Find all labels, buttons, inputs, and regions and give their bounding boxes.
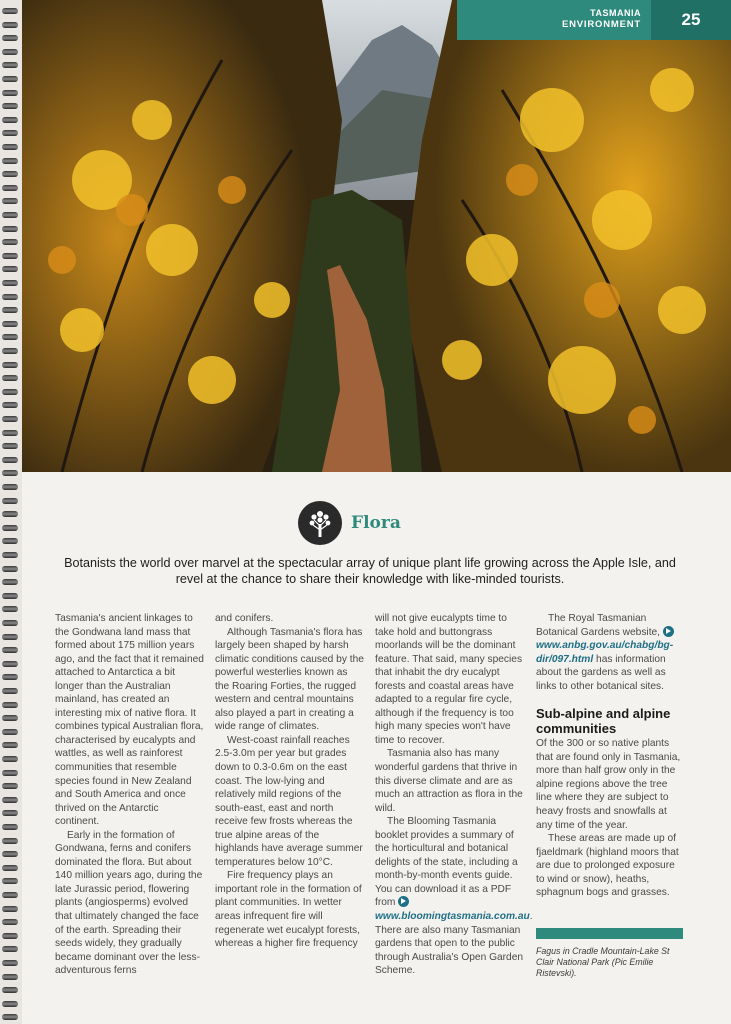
binding-ring bbox=[2, 348, 18, 354]
binding-ring bbox=[2, 253, 18, 259]
binding-ring bbox=[2, 674, 18, 680]
paragraph bbox=[536, 612, 685, 693]
binding-ring bbox=[2, 647, 18, 653]
binding-ring bbox=[2, 226, 18, 232]
binding-ring bbox=[2, 892, 18, 898]
binding-ring bbox=[2, 974, 18, 980]
binding-ring bbox=[2, 783, 18, 789]
binding-ring bbox=[2, 280, 18, 286]
binding-ring bbox=[2, 606, 18, 612]
binding-ring bbox=[2, 715, 18, 721]
binding-ring bbox=[2, 824, 18, 830]
paragraph: These areas are made up of fjaeldmark (highland moors that are due to prolonged exposure to wind or snow), heaths, sphagnum bogs and grasses. bbox=[536, 833, 679, 899]
binding-ring bbox=[2, 185, 18, 191]
text-column-1 bbox=[55, 612, 204, 978]
binding-ring bbox=[2, 117, 18, 123]
binding-ring bbox=[2, 593, 18, 599]
paragraph: Tasmania's ancient linkages to the Gondwana land mass that formed about 175 million years ago, and the fact that it remained attached to Antarctica a bit longer than the Australian mainland, has created an interesting mix of native flora. It combines typical Australian flora, characterised by eucalypts and wattles, as well as rainforest communities that resemble species found in New Zealand and South America and once thrived on the Antarctic continent. bbox=[55, 613, 204, 828]
paragraph-text: . There are also many Tasmanian gardens that open to the public through Australia's Open Garden Scheme. bbox=[375, 911, 533, 977]
binding-ring bbox=[2, 742, 18, 748]
binding-ring bbox=[2, 484, 18, 490]
binding-ring bbox=[2, 158, 18, 164]
binding-ring bbox=[2, 620, 18, 626]
binding-ring bbox=[2, 266, 18, 272]
binding-ring bbox=[2, 76, 18, 82]
paragraph: will not give eucalypts time to take hold and buttongrass moorlands will be the dominant feature. That said, many species that inhabit the dry eucalypt forests and coastal areas have adapted to a regular fire cycle, although if the frequency is too high many species won't have time to recover. bbox=[375, 613, 523, 746]
binding-ring bbox=[2, 525, 18, 531]
paragraph: Fire frequency plays an important role in the formation of plant communities. In wetter areas infrequent fire will regenerate wet eucalypt forests, whereas a higher fire frequency bbox=[215, 870, 362, 950]
paragraph bbox=[375, 815, 533, 978]
binding-ring bbox=[2, 838, 18, 844]
paragraph: Tasmania also has many wonderful gardens that thrive in this diverse climate and are as much an attraction as flora in the wild. bbox=[375, 748, 523, 814]
binding-ring bbox=[2, 729, 18, 735]
binding-ring bbox=[2, 239, 18, 245]
binding-ring bbox=[2, 552, 18, 558]
section-label-region: TASMANIA bbox=[590, 8, 641, 18]
link-arrow-icon bbox=[663, 626, 674, 637]
binding-ring bbox=[2, 1001, 18, 1007]
binding-ring bbox=[2, 906, 18, 912]
binding-ring bbox=[2, 62, 18, 68]
text-column-3 bbox=[375, 612, 533, 978]
text-column-2 bbox=[215, 612, 364, 951]
blooming-tasmania-link[interactable]: www.bloomingtasmania.com.au bbox=[375, 911, 530, 923]
binding-ring bbox=[2, 579, 18, 585]
binding-ring bbox=[2, 810, 18, 816]
binding-ring bbox=[2, 8, 18, 14]
binding-ring bbox=[2, 457, 18, 463]
binding-ring bbox=[2, 1014, 18, 1020]
binding-ring bbox=[2, 443, 18, 449]
binding-ring bbox=[2, 770, 18, 776]
binding-ring bbox=[2, 919, 18, 925]
binding-ring bbox=[2, 511, 18, 517]
binding-ring bbox=[2, 987, 18, 993]
binding-ring bbox=[2, 321, 18, 327]
anbg-gardens-link[interactable]: www.anbg.gov.au/chabg/bg-dir/097.html bbox=[536, 640, 674, 665]
paragraph: West-coast rainfall reaches 2.5-3.0m per year but grades down to 0.3-0.6m on the east coast. The low-lying and relatively mild regions of the south-east, east and north receive few frosts whereas the true alpine areas of the highlands have average summer temperatures below 10°C. bbox=[215, 734, 363, 868]
hero-photo bbox=[22, 0, 731, 472]
page-number: 25 bbox=[651, 0, 731, 40]
binding-ring bbox=[2, 661, 18, 667]
binding-ring bbox=[2, 498, 18, 504]
paragraph: Early in the formation of Gondwana, ferns and conifers dominated the flora. But about 140 million years ago, during the late Jurassic period, flowering plants (angiosperms) evolved that ultimately changed the face of the earth. Spreading their seeds widely, they gradually became dominant over the less-adventurous ferns bbox=[55, 829, 203, 977]
binding-ring bbox=[2, 470, 18, 476]
paragraph-text: The Blooming Tasmania booklet provides a summary of the horticultural and botanical delights of the state, including a month-by-month events guide. You can download it as a PDF from bbox=[375, 816, 518, 909]
binding-ring bbox=[2, 35, 18, 41]
binding-ring bbox=[2, 756, 18, 762]
section-title: Flora bbox=[351, 513, 401, 533]
binding-ring bbox=[2, 933, 18, 939]
binding-ring bbox=[2, 688, 18, 694]
binding-ring bbox=[2, 198, 18, 204]
binding-ring bbox=[2, 566, 18, 572]
caption-accent-bar bbox=[536, 928, 683, 939]
binding-ring bbox=[2, 103, 18, 109]
binding-ring bbox=[2, 375, 18, 381]
intro-paragraph: Botanists the world over marvel at the spectacular array of unique plant life growing across the Apple Isle, and revel at the chance to share their knowledge with like-minded tourists. bbox=[64, 556, 676, 586]
binding-ring bbox=[2, 538, 18, 544]
binding-ring bbox=[2, 878, 18, 884]
binding-ring bbox=[2, 49, 18, 55]
binding-ring bbox=[2, 22, 18, 28]
spiral-binding bbox=[0, 0, 22, 1024]
binding-ring bbox=[2, 430, 18, 436]
binding-ring bbox=[2, 90, 18, 96]
binding-ring bbox=[2, 307, 18, 313]
link-arrow-icon bbox=[398, 896, 409, 907]
binding-ring bbox=[2, 130, 18, 136]
paragraph-text: has information about the gardens as well as links to other botanical sites. bbox=[536, 653, 666, 692]
binding-ring bbox=[2, 212, 18, 218]
paragraph: and conifers. bbox=[215, 613, 274, 624]
photo-caption: Fagus in Cradle Mountain-Lake St Clair National Park (Pic Emilie Ristevski). bbox=[536, 946, 670, 978]
section-heading bbox=[298, 500, 401, 546]
binding-ring bbox=[2, 389, 18, 395]
subheading: Sub-alpine and alpine communities bbox=[536, 706, 671, 736]
paragraph-text: The Royal Tasmanian Botanical Gardens website, bbox=[536, 613, 661, 638]
paragraph: Although Tasmania's flora has largely been shaped by harsh climatic conditions caused by the powerful westerlies known as the Roaring Forties, the rugged western and central mountains also played a part in creating a wide range of climates. bbox=[215, 626, 364, 733]
section-label bbox=[562, 8, 641, 30]
binding-ring bbox=[2, 634, 18, 640]
binding-ring bbox=[2, 946, 18, 952]
binding-ring bbox=[2, 144, 18, 150]
section-label-topic: ENVIRONMENT bbox=[562, 19, 641, 30]
tree-icon bbox=[298, 501, 342, 545]
section-header-tab bbox=[457, 0, 731, 40]
binding-ring bbox=[2, 702, 18, 708]
binding-ring bbox=[2, 851, 18, 857]
paragraph: Of the 300 or so native plants that are found only in Tasmania, more than half grow only in the alpine regions above the tree line where they are subject to heavy frosts and snowfalls at any time of the year. bbox=[536, 738, 681, 831]
binding-ring bbox=[2, 334, 18, 340]
binding-ring bbox=[2, 797, 18, 803]
binding-ring bbox=[2, 416, 18, 422]
binding-ring bbox=[2, 960, 18, 966]
text-column-4 bbox=[536, 612, 685, 900]
binding-ring bbox=[2, 171, 18, 177]
binding-ring bbox=[2, 402, 18, 408]
binding-ring bbox=[2, 362, 18, 368]
binding-ring bbox=[2, 865, 18, 871]
binding-ring bbox=[2, 294, 18, 300]
